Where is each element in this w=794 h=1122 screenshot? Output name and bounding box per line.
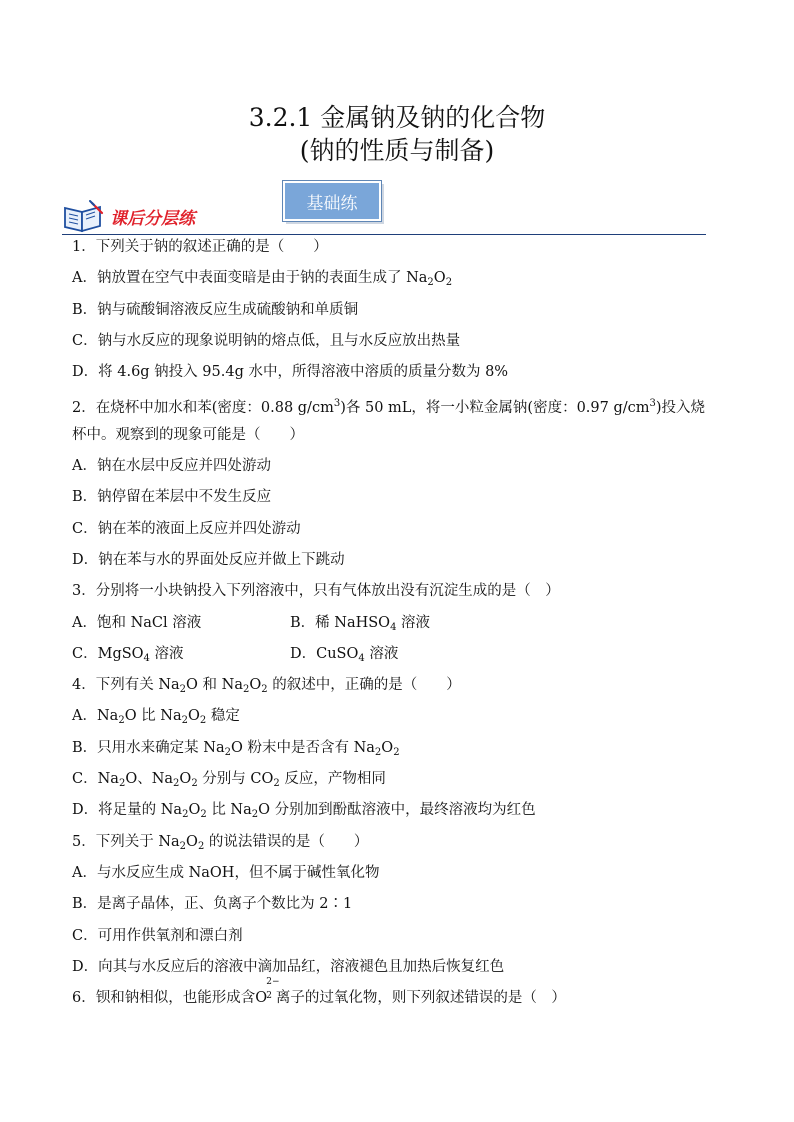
q3-option-b: B．稀 NaHSO$_4$ 溶液 — [290, 614, 431, 633]
q4-option-c: C．$Na_2O$、$Na_2O_2$ 分别与 $CO_2$ 反应，产物相同 — [72, 771, 386, 790]
section-label: 课后分层练 — [110, 209, 195, 229]
q2-option-a: A．钠在水层中反应并四处游动 — [72, 458, 271, 475]
q1-option-b: B．钠与硫酸铜溶液反应生成硫酸钠和单质铜 — [72, 301, 359, 318]
q4-stem: 4．下列有关 $Na_2O$ 和 $Na_2O_2$ 的叙述中，正确的是（ ） — [72, 677, 461, 696]
q1-option-a: A．钠放置在空气中表面变暗是由于钠的表面生成了 $Na_2O_2$ — [72, 270, 453, 289]
q4-option-d: D．将足量的 $Na_2O_2$ 比 $Na_2O$ 分别加到酚酞溶液中，最终溶液均为红色 — [72, 802, 536, 821]
q2-option-b: B．钠停留在苯层中不发生反应 — [72, 489, 272, 506]
q4-option-b: B．只用水来确定某 $Na_2O$ 粉末中是否含有 $Na_2O_2$ — [72, 739, 400, 758]
question-list — [72, 232, 732, 1014]
q3-stem: 3．分别将一小块钠投入下列溶液中，只有气体放出没有沉淀生成的是（ ） — [72, 583, 560, 600]
q3-options-row1 — [72, 608, 732, 639]
q5-option-d: D．向其与水反应后的溶液中滴加品红，溶液褪色且加热后恢复红色 — [72, 958, 505, 975]
q3-option-d: D．CuSO$_4$ 溶液 — [290, 645, 399, 664]
page-title: 3.2.1 金属钠及钠的化合物 — [248, 103, 546, 132]
q2-stem-line1: 2．在烧杯中加水和苯(密度：0.88 $g/cm^3$)各 50 mL，将一小粒金属钠(密度：0.97 $g/cm^3$)投入烧 — [72, 398, 706, 417]
q1-option-d: D．将 4.6g 钠投入 95.4g 水中，所得溶液中溶质的质量分数为 8% — [72, 364, 509, 381]
q1-option-c: C．钠与水反应的现象说明钠的熔点低，且与水反应放出热量 — [72, 332, 461, 349]
q5-option-b: B．是离子晶体，正、负离子个数比为 2∶1 — [72, 896, 353, 913]
section-header — [62, 200, 212, 234]
q2-stem-line2: 杯中。观察到的现象可能是（ ） — [72, 426, 304, 443]
q5-option-a: A．与水反应生成 NaOH，但不属于碱性氧化物 — [72, 864, 380, 881]
q3-option-c: C．MgSO$_4$ 溶液 — [72, 645, 184, 664]
level-badge: 基础练 — [283, 181, 381, 221]
q5-stem: 5．下列关于 $Na_2O_2$ 的说法错误的是（ ） — [72, 833, 369, 852]
q6-stem: 6．钡和钠相似，也能形成含O 2− 2 离子的过氧化物，则下列叙述错误的是（ ） — [72, 983, 732, 1014]
q1-stem: 1．下列关于钠的叙述正确的是（ ） — [72, 239, 328, 255]
q3-options-row2 — [72, 639, 732, 670]
q4-option-a: A．$Na_2O$ 比 $Na_2O_2$ 稳定 — [72, 708, 240, 727]
page-subtitle: (钠的性质与制备) — [299, 136, 495, 165]
q2-option-c: C．钠在苯的液面上反应并四处游动 — [72, 520, 301, 537]
q3-option-a: A．饱和 NaCl 溶液 — [72, 614, 202, 631]
open-book-icon — [62, 200, 106, 234]
q5-option-c: C．可用作供氧剂和漂白剂 — [72, 927, 243, 944]
q2-option-d: D．钠在苯与水的界面处反应并做上下跳动 — [72, 551, 345, 568]
peroxide-ion: O 2− 2 — [255, 977, 280, 1007]
